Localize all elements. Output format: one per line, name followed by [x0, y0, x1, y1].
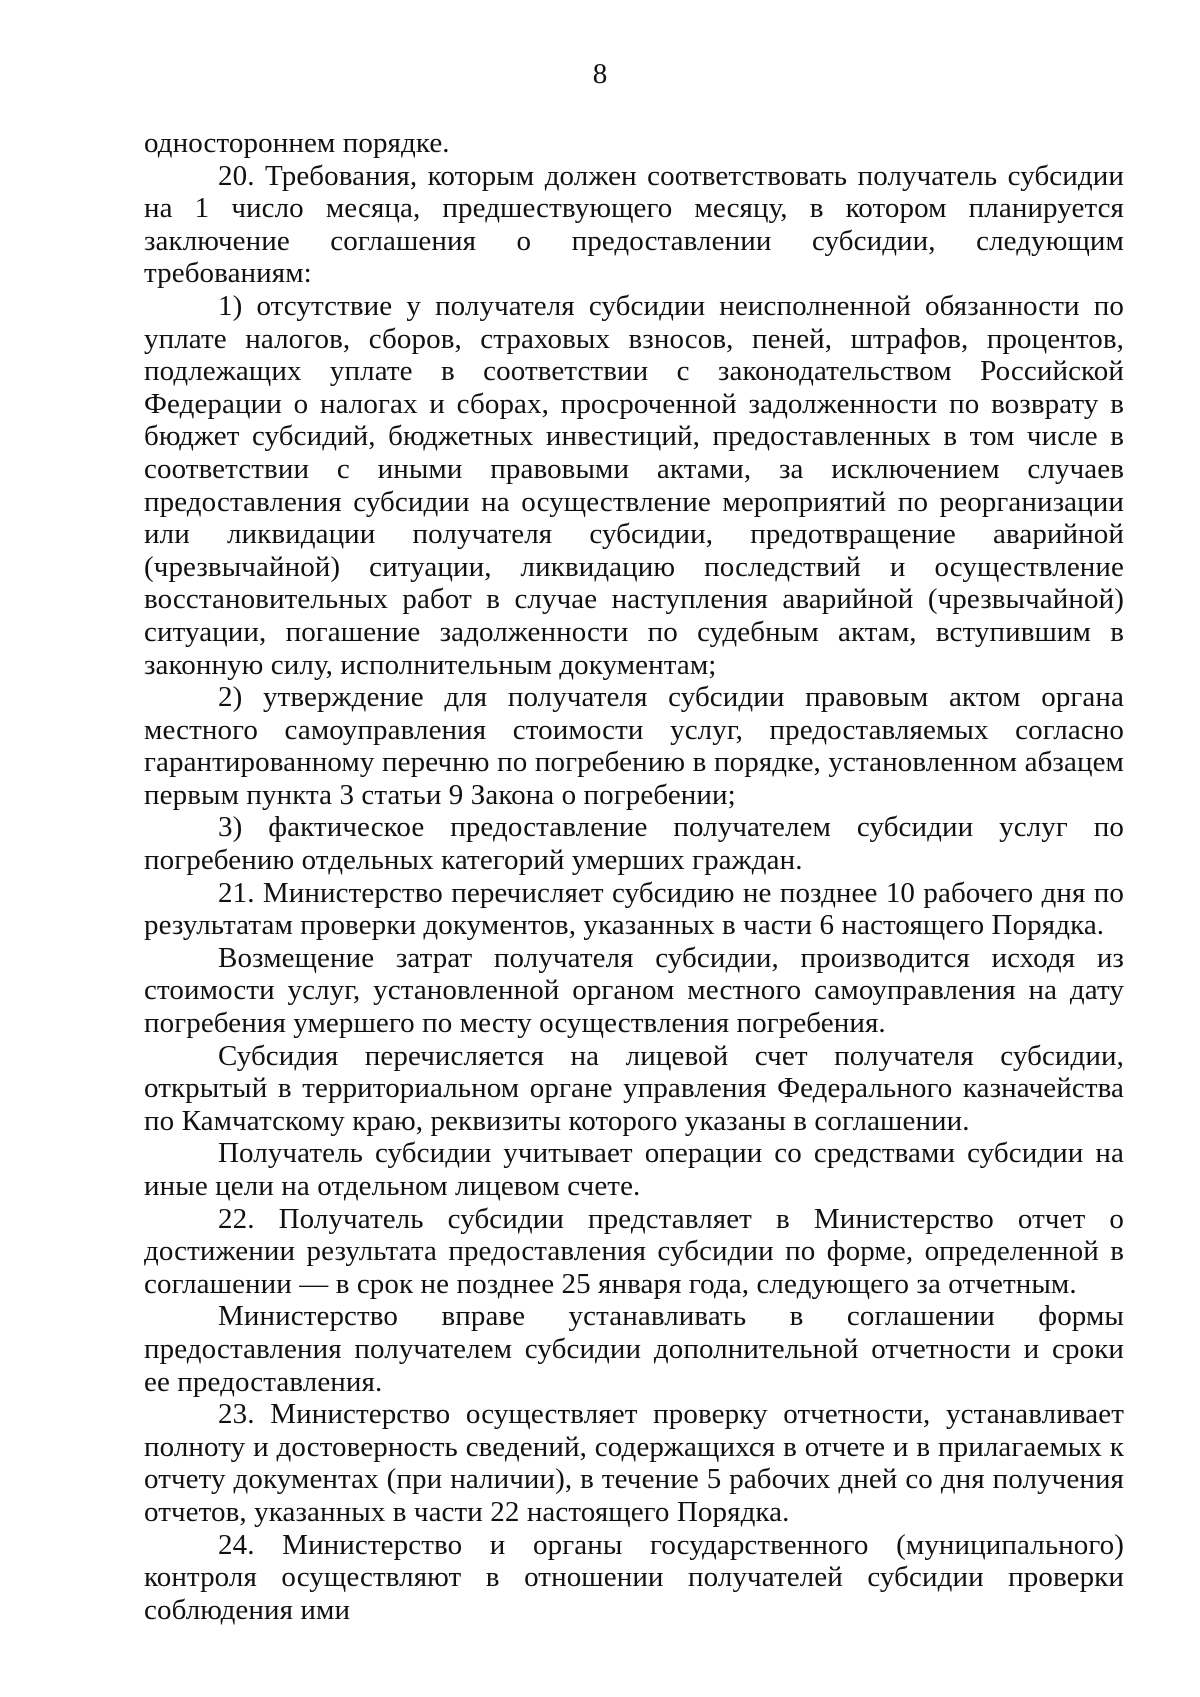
- paragraph-item-20: 20. Требования, которым должен соответствовать получатель субсидии на 1 число месяца, предшествующего месяцу, в котором планируется заключение соглашения о предоставлении субсидии, следующим требованиям:: [144, 159, 1124, 290]
- paragraph-subitem-1: 1) отсутствие у получателя субсидии неисполненной обязанности по уплате налогов, сборов, страховых взносов, пеней, штрафов, процентов, подлежащих уплате в соответствии с законодательством Российской Федерации о налогах и сборах, просроченной задолженности по возврату в бюджет субсидий, бюджетных инвестиций, предоставленных в том числе в соответствии с иными правовыми актами, за исключением случаев предоставления субсидии на осуществление мероприятий по реорганизации или ликвидации получателя субсидии, предотвращение аварийной (чрезвычайной) ситуации, ликвидацию последствий и осуществление восстановительных работ в случае наступления аварийной (чрезвычайной) ситуации, погашение задолженности по судебным актам, вступившим в законную силу, исполнительным документам;: [144, 289, 1124, 681]
- paragraph-continuation: одностороннем порядке.: [144, 127, 450, 159]
- paragraph-subitem-2: 2) утверждение для получателя субсидии правовым актом органа местного самоуправления стоимости услуг, предоставляемых согласно гарантированному перечню по погребению в порядке, установленном абзацем первым пункта 3 статьи 9 Закона о погребении;: [144, 681, 1124, 811]
- paragraph-item-21: 21. Министерство перечисляет субсидию не позднее 10 рабочего дня по результатам проверки документов, указанных в части 6 настоящего Порядка.: [144, 876, 1124, 942]
- paragraph-additional-reporting: Министерство вправе устанавливать в соглашении формы предоставления получателем субсидии дополнительной отчетности и сроки ее предоставления.: [144, 1300, 1124, 1398]
- paragraph-item-24: 24. Министерство и органы государственного (муниципального) контроля осуществляют в отношении получателей субсидии проверки соблюдения ими: [144, 1528, 1124, 1626]
- page-number: 8: [592, 58, 608, 90]
- paragraph-subitem-3: 3) фактическое предоставление получателем субсидии услуг по погребению отдельных категорий умерших граждан.: [144, 811, 1124, 877]
- paragraph-item-22: 22. Получатель субсидии представляет в Министерство отчет о достижении результата предоставления субсидии по форме, определенной в соглашении — в срок не позднее 25 января года, следующего за отчетным.: [144, 1202, 1124, 1300]
- paragraph-account-operations: Получатель субсидии учитывает операции со средствами субсидии на иные цели на отдельном лицевом счете.: [144, 1137, 1124, 1202]
- paragraph-cost-reimbursement: Возмещение затрат получателя субсидии, производится исходя из стоимости услуг, установленной органом местного самоуправления на дату погребения умершего по месту осуществления погребения.: [144, 941, 1124, 1040]
- paragraph-item-23: 23. Министерство осуществляет проверку отчетности, устанавливает полноту и достоверность сведений, содержащихся в отчете и в прилагаемых к отчету документах (при наличии), в течение 5 рабочих дней со дня получения отчетов, указанных в части 22 настоящего Порядка.: [144, 1398, 1124, 1528]
- document-body: [144, 127, 1124, 1626]
- paragraph-subsidy-transfer: Субсидия перечисляется на лицевой счет получателя субсидии, открытый в территориальном органе управления Федерального казначейства по Камчатскому краю, реквизиты которого указаны в соглашении.: [144, 1039, 1124, 1137]
